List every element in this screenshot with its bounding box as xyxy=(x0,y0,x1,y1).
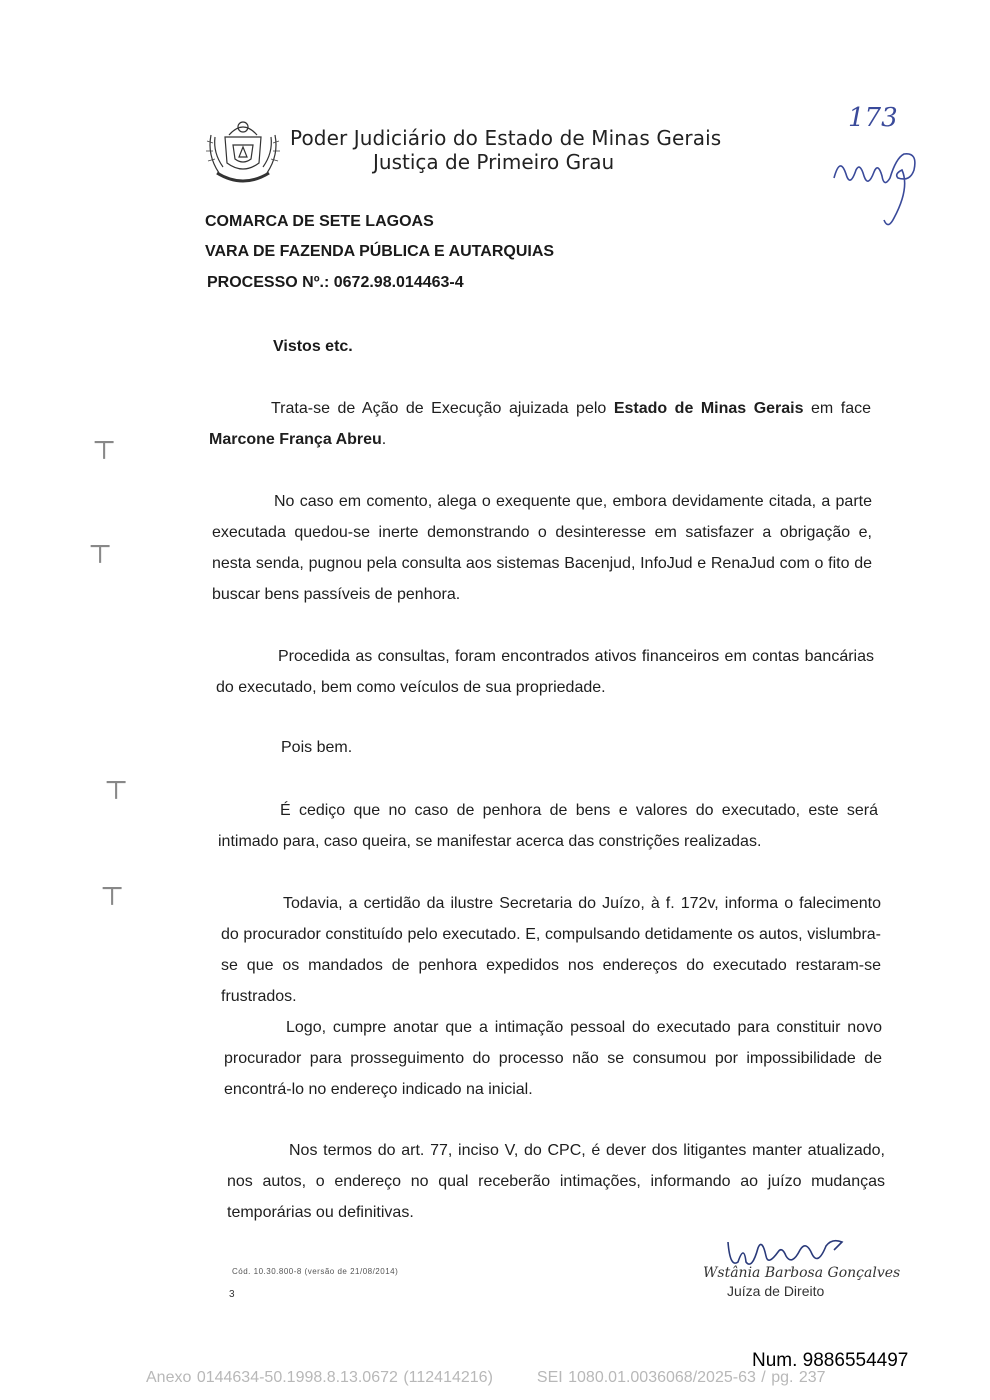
paragraph-1 xyxy=(209,393,871,455)
sei-reference: SEI 1080.01.0036068/2025-63 / pg. 237 xyxy=(536,1369,826,1386)
p6-text: Todavia, a certidão da ilustre Secretaria do Juízo, à f. 172v, informa o falecimento do procurador constituído pelo executado. E, compulsando detidamente os autos, vislumbra-se que os mandados de penhora expedidos nos endereços do executado restaram-se frustrados. xyxy=(221,895,881,1005)
paragraph-5 xyxy=(218,795,878,857)
p3-text: Procedida as consultas, foram encontrados ativos financeiros em contas bancárias do executado, bem como veículos de sua propriedade. xyxy=(216,648,874,696)
handwritten-rubric-icon xyxy=(832,148,922,234)
sei-footer xyxy=(146,1369,870,1387)
paragraph-6 xyxy=(221,888,881,1012)
paragraph-2 xyxy=(212,486,872,610)
comarca-heading: COMARCA DE SETE LAGOAS xyxy=(205,213,434,230)
p1-party-defendant: Marcone França Abreu xyxy=(209,431,382,448)
p1-text-e: . xyxy=(381,431,387,448)
form-code: Cód. 10.30.800-8 (versão de 21/08/2014) xyxy=(232,1267,399,1276)
margin-mark: ⊤ xyxy=(92,436,117,466)
judge-role: Juíza de Direito xyxy=(727,1283,825,1299)
margin-mark: ⊤ xyxy=(104,776,129,806)
paragraph-3 xyxy=(216,641,874,703)
paragraph-7 xyxy=(224,1012,882,1105)
margin-mark: ⊤ xyxy=(88,540,113,570)
vara-heading: VARA DE FAZENDA PÚBLICA E AUTARQUIAS xyxy=(205,243,555,260)
p1-party-state: Estado de Minas Gerais xyxy=(613,400,804,417)
vistos-line: Vistos etc. xyxy=(273,338,353,355)
page-number: 3 xyxy=(229,1289,235,1300)
paragraph-4: Pois bem. xyxy=(281,739,353,756)
process-number: PROCESSO Nº.: 0672.98.014463-4 xyxy=(207,274,464,291)
p1-text-a: Trata-se de Ação de Execução ajuizada pelo xyxy=(271,400,614,417)
coat-of-arms-icon xyxy=(203,115,283,191)
p8-text: Nos termos do art. 77, inciso V, do CPC, é dever dos litigantes manter atualizado, nos autos, o endereço no qual receberão intimações, informando ao juízo mudanças temporárias ou definitivas. xyxy=(227,1142,885,1221)
handwritten-page-number: 173 xyxy=(848,103,898,133)
p5-text: É cediço que no caso de penhora de bens e valores do executado, este será intimado para, caso queira, se manifestar acerca das constrições realizadas. xyxy=(218,802,878,850)
document-number: Num. 9886554497 xyxy=(752,1350,909,1371)
margin-mark: ⊤ xyxy=(100,882,125,912)
p7-text: Logo, cumpre anotar que a intimação pessoal do executado para constituir novo procurador para prosseguimento do processo não se consumou por impossibilidade de encontrá-lo no endereço indicado na inicial. xyxy=(224,1019,882,1098)
p2-text: No caso em comento, alega o exequente que, embora devidamente citada, a parte executada quedou-se inerte demonstrando o desinteresse em satisfazer a obrigação e, nesta senda, pugnou pela consulta aos sistemas Bacenjud, InfoJud e RenaJud com o fito de buscar bens passíveis de penhora. xyxy=(212,493,872,603)
court-instance: Justiça de Primeiro Grau xyxy=(373,150,615,174)
judge-name: Wstânia Barbosa Gonçalves xyxy=(703,1265,901,1281)
anexo-reference: Anexo 0144634-50.1998.8.13.0672 (112414216) xyxy=(146,1369,493,1386)
p1-text-c: em face xyxy=(803,400,872,417)
paragraph-8 xyxy=(227,1135,885,1228)
court-name: Poder Judiciário do Estado de Minas Gerais xyxy=(290,126,722,150)
